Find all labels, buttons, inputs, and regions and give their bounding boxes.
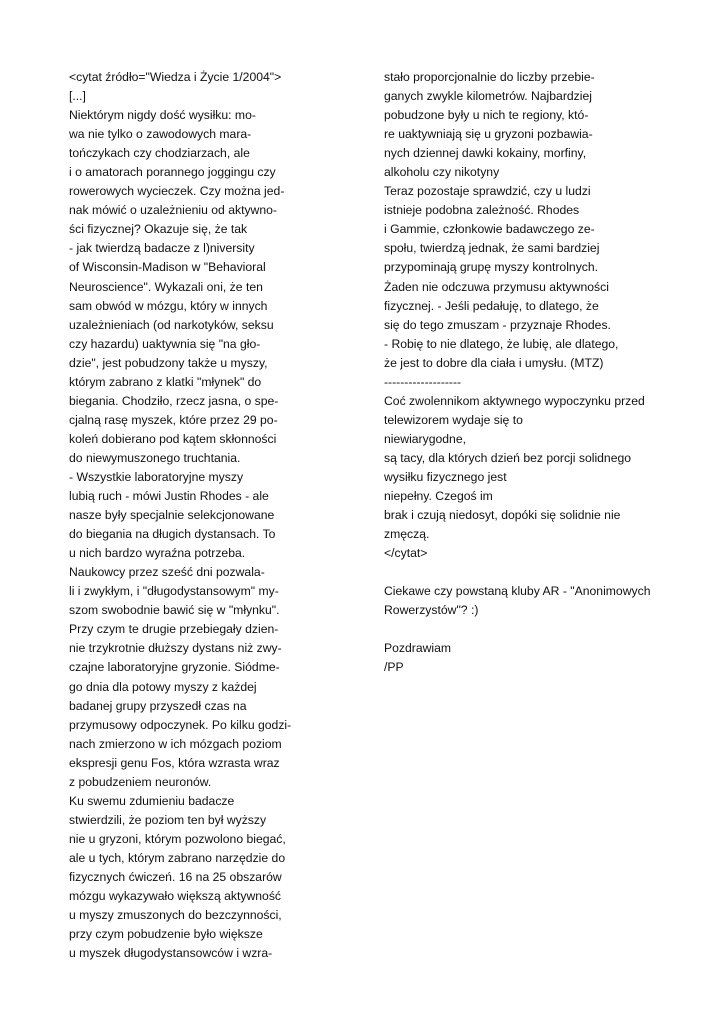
left-column-text-line: koleń dobierano pod kątem skłonności	[69, 431, 277, 446]
left-column-text-line: przymusowy odpoczynek. Po kilku godzi-	[69, 717, 292, 732]
left-column-text-line: nach zmierzono w ich mózgach poziom	[69, 736, 282, 751]
right-column-text-line: Ciekawe czy powstaną kluby AR - "Anonimowych	[384, 584, 651, 599]
left-column	[69, 68, 299, 963]
left-column-text-line: - Wszystkie laboratoryjne myszy	[69, 469, 244, 484]
left-column-text-line: Neuroscience". Wykazali oni, że ten	[69, 279, 263, 294]
left-column-text-line: go dnia dla potowy myszy z każdej	[69, 679, 257, 694]
left-column-text-line: sam obwód w mózgu, który w innych	[69, 298, 268, 313]
right-column-text-line: /PP	[384, 660, 404, 675]
left-column-text-line: do niewymuszonego truchtania.	[69, 450, 241, 465]
left-column-text-line: stwierdzili, że poziom ten był wyższy	[69, 812, 267, 827]
left-column-text-line: nasze były specjalnie selekcjonowane	[69, 508, 275, 523]
left-column-text-line: Przy czym te drugie przebiegały dzien-	[69, 622, 279, 637]
right-column-text-line: przypominają grupę myszy kontrolnych.	[384, 260, 599, 275]
right-column-text-line: są tacy, dla których dzień bez porcji solidnego	[384, 450, 632, 465]
left-column-text-line: u myszy zmuszonych do bezczynności,	[69, 908, 282, 923]
right-column	[384, 68, 664, 678]
left-column-text-line: badanej grupy przyszedł czas na	[69, 698, 247, 713]
left-column-text-line: rowerowych wycieczek. Czy można jed-	[69, 184, 285, 199]
left-column-text-line: cjalną rasę myszek, które przez 29 po-	[69, 412, 278, 427]
left-column-text-line: - jak twierdzą badacze z l)niversity	[69, 241, 255, 256]
left-column-text-line: uzależnieniach (od narkotyków, seksu	[69, 317, 274, 332]
right-column-text-line: że jest to dobre dla ciała i umysłu. (MTZ)	[384, 355, 604, 370]
left-column-text-line: przy czym pobudzenie było większe	[69, 927, 263, 942]
left-column-text-line: [...]	[69, 89, 86, 104]
left-column-text-line: wa nie tylko o zawodowych mara-	[69, 127, 252, 142]
left-column-text-line: z pobudzeniem neuronów.	[69, 774, 212, 789]
right-column-blank-line	[384, 620, 664, 639]
right-column-text-line: re uaktywniają się u gryzoni pozbawia-	[384, 127, 593, 142]
right-column-text-line: </cytat>	[384, 546, 428, 561]
left-column-text-line: nie trzykrotnie dłuższy dystans niż zwy-	[69, 641, 282, 656]
left-column-text-line: nak mówić o uzależnieniu od aktywno-	[69, 203, 277, 218]
left-column-text-line: ale u tych, którym zabrano narzędzie do	[69, 850, 286, 865]
right-column-text-line: fizycznej. - Jeśli pedałuję, to dlatego, że	[384, 298, 599, 313]
left-column-text-line: tończykach czy chodziarzach, ale	[69, 146, 250, 161]
left-column-text-line: nie u gryzoni, którym pozwolono biegać,	[69, 831, 286, 846]
left-column-text-line: czy hazardu) uaktywnia się "na gło-	[69, 336, 261, 351]
right-column-text-line: alkoholu czy nikotyny	[384, 165, 500, 180]
right-column-text-line: stało proporcjonalnie do liczby przebie-	[384, 70, 595, 84]
right-column-text-line: brak i czują niedosyt, dopóki się solidnie nie	[384, 508, 621, 523]
right-column-text-line: - Robię to nie dlatego, że lubię, ale dlatego,	[384, 336, 619, 351]
left-column-text-line: lubią ruch - mówi Justin Rhodes - ale	[69, 489, 269, 504]
left-column-text-line: i o amatorach porannego joggingu czy	[69, 165, 276, 180]
left-column-text-line: ści fizycznej? Okazuje się, że tak	[69, 222, 248, 237]
right-column-text-line: istnieje podobna zależność. Rhodes	[384, 203, 580, 218]
right-column-text-line: -------------------	[384, 374, 462, 389]
right-column-text-line: i Gammie, członkowie badawczego ze-	[384, 222, 595, 237]
left-column-text-line: <cytat źródło="Wiedza i Życie 1/2004">	[69, 70, 282, 84]
right-column-text-line: telewizorem wydaje się to	[384, 412, 523, 427]
right-column-text-line: niewiarygodne,	[384, 431, 466, 446]
left-column-text-line: Niektórym nigdy dość wysiłku: mo-	[69, 108, 256, 123]
right-column-text-line: wysiłku fizycznego jest	[384, 469, 507, 484]
right-column-text-line: niepełny. Czegoś im	[384, 489, 493, 504]
right-column-blank-line	[384, 563, 664, 582]
left-column-text-line: czajne laboratoryjne gryzonie. Siódme-	[69, 660, 280, 675]
left-column-text-line: biegania. Chodziło, rzecz jasna, o spe-	[69, 393, 279, 408]
right-column-text-line: społu, twierdzą jednak, że sami bardziej	[384, 241, 600, 256]
right-column-text-line: pobudzone były u nich te regiony, któ-	[384, 108, 589, 123]
right-column-text-line: nych dziennej dawki kokainy, morfiny,	[384, 146, 587, 161]
right-column-text-line: Pozdrawiam	[384, 641, 452, 656]
left-column-text-line: szom swobodnie bawić się w "młynku".	[69, 603, 280, 618]
left-column-text-line: fizycznych ćwiczeń. 16 na 25 obszarów	[69, 869, 282, 884]
right-column-text-line: ganych zwykle kilometrów. Najbardziej	[384, 89, 592, 104]
left-column-text-line: u nich bardzo wyraźna potrzeba.	[69, 546, 246, 561]
left-column-text-line: dzie", jest pobudzony także u myszy,	[69, 355, 268, 370]
right-column-text-line: się do tego zmuszam - przyznaje Rhodes.	[384, 317, 611, 332]
left-column-text-line: do biegania na długich dystansach. To	[69, 527, 276, 542]
right-column-text-line: Teraz pozostaje sprawdzić, czy u ludzi	[384, 184, 591, 199]
right-column-text-line: Rowerzystów"? :)	[384, 603, 479, 618]
left-column-text-line: ekspresji genu Fos, która wzrasta wraz	[69, 755, 280, 770]
left-column-text-line: Ku swemu zdumieniu badacze	[69, 793, 235, 808]
left-column-text-line: of Wisconsin-Madison w "Behavioral	[69, 260, 266, 275]
right-column-text-line: zmęczą.	[384, 527, 430, 542]
left-column-text-line: którym zabrano z klatki "młynek" do	[69, 374, 262, 389]
left-column-text-line: Naukowcy przez sześć dni pozwala-	[69, 565, 265, 580]
left-column-text-line: u myszek długodystansowców i wzra-	[69, 946, 273, 961]
right-column-text-line: Coć zwolennikom aktywnego wypoczynku przed	[384, 393, 645, 408]
left-column-text-line: li i zwykłym, i "długodystansowym" my-	[69, 584, 279, 599]
left-column-text-line: mózgu wykazywało większą aktywność	[69, 889, 282, 904]
right-column-text-line: Żaden nie odczuwa przymusu aktywności	[384, 279, 609, 294]
